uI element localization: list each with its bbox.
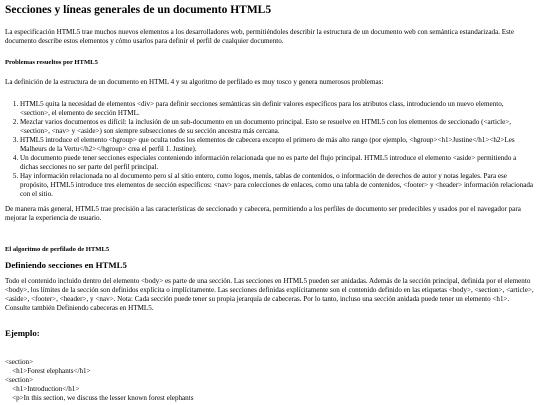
section-heading-algorithm: El algoritmo de perfilado de HTML5	[5, 246, 110, 253]
list-item: 4. Un documento puede tener secciones especiales conteniendo información relacionada que no es parte del flujo principal. HTML5 introduce el elemento <aside> permitiendo a dichas secciones no ser parte del perfil principal.	[20, 154, 535, 172]
section-heading-problems: Problemas resueltos por HTML5	[5, 59, 98, 66]
code-line: <h1>Forest elephants</h1>	[5, 367, 91, 375]
problems-closing-paragraph: De manera más general, HTML5 trae precisión a las características de seccionado y cabecera, permitiendo a los perfiles de documento ser predecibles y usados por el navegador para mejorar la experiencia de usuario.	[5, 205, 521, 222]
list-item: 1. HTML5 quita la necesidad de elementos <div> para definir secciones semánticas sin definir valores específicos para los atributos class, introduciendo un nuevo elemento, <section>, el elemento de sección HTML.	[20, 100, 535, 118]
code-line: <p>In this section, we discuss the lesser known forest elephants	[5, 394, 194, 402]
intro-paragraph: La especificación HTML5 trae muchos nuevos elementos a los desarrolladores web, permitiéndoles describir la estructura de un documento web con semántica estandarizada. Este documento describe estos elementos y cómo usarlos para definir el perfil de cualquier documento.	[5, 28, 514, 45]
example-heading: Ejemplo:	[5, 328, 40, 338]
code-line: <h1>Introduction</h1>	[5, 385, 80, 393]
list-item: 5. Hay información relacionada no al documento pero sí al sitio entero, como logos, menús, tablas de contenidos, o información de derechos de autor y notas legales. Para ese propósito, HTML5 introduce tres elementos de sección específicos: <nav> para colecciones de enlaces, como una tabla de contenidos, <footer> y <header> información relacionada con el sitio.	[20, 172, 535, 199]
page-title: Secciones y líneas generales de un documento HTML5	[5, 4, 272, 16]
code-line: <section>	[5, 358, 34, 366]
list-item: 3. HTML5 introduce el elemento <hgroup> que oculta todos los elementos de cabecera excepto el primero de más alto rango (por ejemplo, <hgroup><h1>Justine</h1><h2>Les Malheurs de la Vertu</h2></hgroup> crea el perfil 1. Justine).	[20, 136, 535, 154]
defining-sections-paragraph: Todo el contenido incluido dentro del elemento <body> es parte de una sección. Las secciones en HTML5 pueden ser anidadas. Además de la sección principal, definida por el elemento <body>, los límites de la sección son definidos explícita o implícitamente. Las secciones definidas explícitamente son el contenido definido en las etiquetas <body>, <section>, <article>, <aside>, <footer>, <header>, y <nav>. Nota: Cada sección puede tener su propia jerarquía de cabeceras. Por lo tanto, incluso una sección anidada puede tener un elemento <h1>. Consulte también Definiendo cabeceras en HTML5.	[5, 277, 534, 312]
code-line: <section>	[5, 376, 34, 384]
problems-list	[5, 100, 535, 199]
subheading-defining-sections: Definiendo secciones en HTML5	[5, 260, 127, 270]
problems-lead-paragraph: La definición de la estructura de un documento en HTML 4 y su algoritmo de perfilado es muy tosco y genera numerosos problemas:	[5, 78, 384, 86]
list-item: 2. Mezclar varios documentos es difícil: la inclusión de un sub-documento en un documento principal. Esto se resuelve en HTML5 con los elementos de seccionado (<article>, <section>, <nav> y <aside>) son siempre subsecciones de su sección ancestra más cercana.	[20, 118, 535, 136]
code-example	[5, 358, 535, 403]
